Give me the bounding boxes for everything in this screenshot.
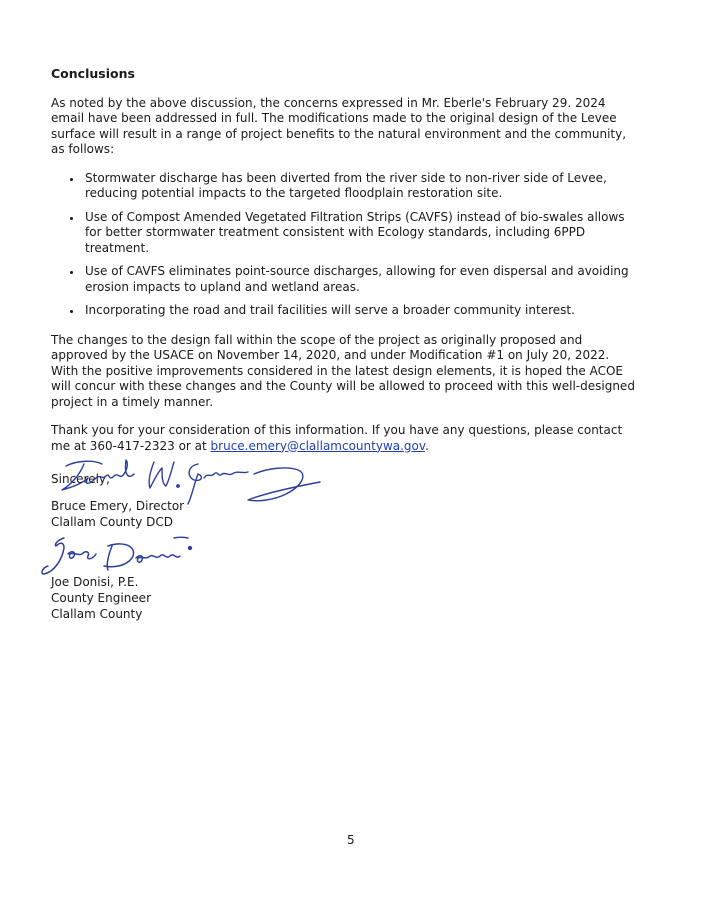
email-link[interactable]: bruce.emery@clallamcountywa.gov [210,438,426,453]
signer1-block [51,498,351,530]
list-item: • Use of Compost Amended Vegetated Filtration Strips (CAVFS) instead of bio-swales allows for better stormwater treatment consistent with Ecology standards, including 6PPD treatment. [83,210,636,257]
thanks-text: Thank you for your consideration of this information. If you have any questions, please contact me at 360-417-2323 or at [51,423,623,453]
list-item: • Use of CAVFS eliminates point-source discharges, allowing for even dispersal and avoiding erosion impacts to upland and wetland areas. [83,264,636,295]
thanks-paragraph [51,423,636,454]
thanks-end: . [425,438,429,453]
scope-paragraph: The changes to the design fall within the scope of the project as originally proposed and approved by the USACE on November 14, 2020, and under Modification #1 on July 20, 2022. With the positive improvements considered in the latest design elements, it is hoped the ACOE will concur with these changes and the County will be allowed to proceed with this well-designed project in a timely manner. [51,332,635,409]
list-item: • Stormwater discharge has been diverted from the river side to non-river side of Levee, reducing potential impacts to the targeted floodplain restoration site. [83,171,636,202]
list-item: • Incorporating the road and trail facilities will serve a broader community interest. [83,303,636,319]
signer2-role: County Engineer [51,591,151,605]
signer2-block [51,574,351,622]
signer2-org: Clallam County [51,607,143,621]
signer1-org: Clallam County DCD [51,515,174,529]
intro-paragraph: As noted by the above discussion, the concerns expressed in Mr. Eberle's February 29. 2024 email have been addressed in full. The modifications made to the original design of the Levee surface will result in a range of project benefits to the natural environment and the community, as follows: [51,95,627,156]
signer1-name-title: Bruce Emery, Director [51,499,185,513]
page-number: 5 [347,833,355,847]
closing: Sincerely, [51,472,110,486]
section-heading: Conclusions [51,66,135,81]
benefits-list [51,171,636,319]
signer2-name-title: Joe Donisi, P.E. [51,575,139,589]
letter-body [51,66,636,501]
